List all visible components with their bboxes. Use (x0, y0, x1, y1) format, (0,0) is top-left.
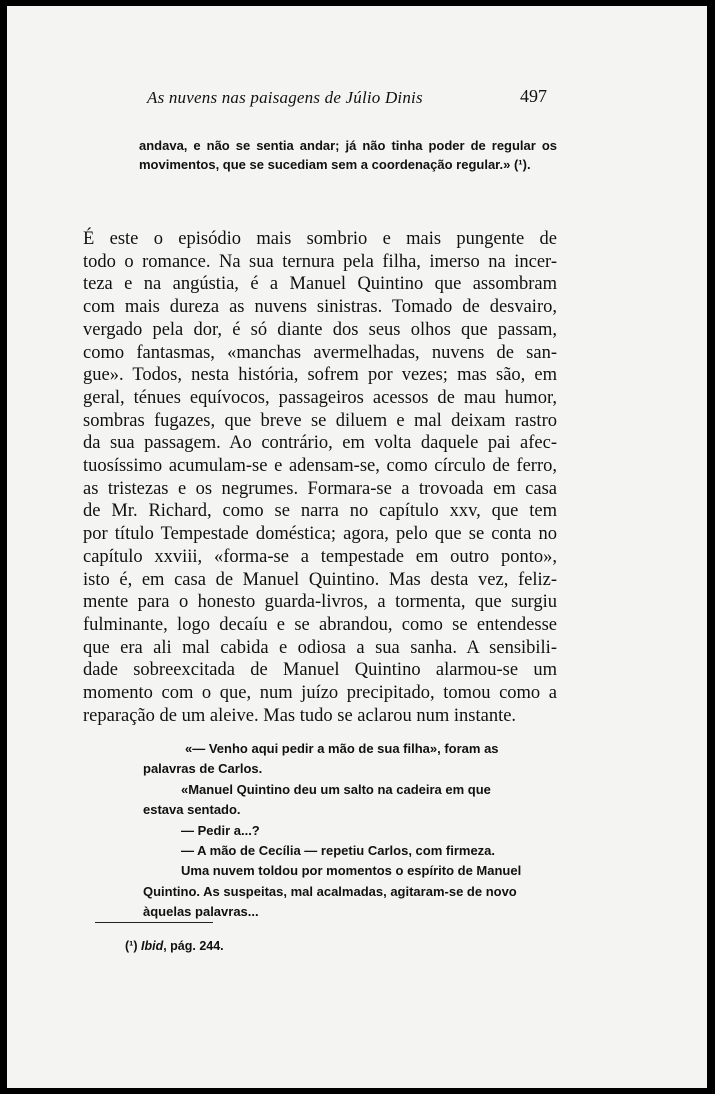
body-line: fulminante, logo decaíu e se abrandou, como se entendesse (83, 614, 557, 635)
quotation-bottom (143, 739, 563, 923)
page-number: 497 (520, 86, 547, 106)
body-line: vergado pela dor, é só diante dos seus olhos que passam, (83, 319, 557, 340)
footnote-marker: (¹) (125, 939, 138, 953)
body-line: de Mr. Richard, como se narra no capítulo xxv, que tem (83, 501, 557, 522)
running-title: As nuvens nas paisagens de Júlio Dinis (147, 88, 423, 107)
quote-line: — Pedir a...? (181, 822, 260, 838)
quote-line: àquelas palavras... (143, 904, 259, 920)
body-line: dade sobreexcitada de Manuel Quintino alarmou-se um (83, 660, 557, 681)
body-line: geral, ténues equívocos, passageiros acessos de mau humor, (83, 387, 557, 408)
quote-line: — A mão de Cecília — repetiu Carlos, com firmeza. (181, 843, 496, 859)
body-line: reparação de um aleive. Mas tudo se aclarou num instante. (83, 705, 517, 726)
body-line: isto é, em casa de Manuel Quintino. Mas desta vez, feliz- (83, 569, 557, 590)
book-page (7, 6, 707, 1088)
body-line: mente para o honesto guarda-livros, a tormenta, que surgiu (83, 592, 557, 613)
footnote (125, 939, 224, 953)
body-line: por título Tempestade doméstica; agora, pelo que se conta no (83, 524, 557, 545)
body-line: teza e na angústia, é a Manuel Quintino que assombram (83, 274, 557, 295)
page-header (7, 86, 707, 112)
quotation-top: andava, e não se sentia andar; já não tinha poder de regular os movimentos, que se sucediam sem a coordenação regular.» (¹). (139, 138, 557, 172)
body-line: com mais dureza as nuvens sinistras. Tomado de desvairo, (83, 297, 557, 318)
body-line: sombras fugazes, que breve se diluem e mal deixam rastro (83, 410, 557, 431)
body-line: que era ali mal cabida e odiosa a sua sanha. A sensibili- (83, 637, 557, 658)
quote-line: Uma nuvem toldou por momentos o espírito de Manuel (181, 863, 522, 879)
quote-line: estava sentado. (143, 802, 241, 818)
body-line: capítulo xxviii, «forma-se a tempestade em outro ponto», (83, 546, 557, 567)
body-line: tuosíssimo acumulam-se e adensam-se, como círculo de ferro, (83, 456, 557, 477)
footnote-work: Ibid (140, 939, 164, 953)
body-paragraph (83, 228, 557, 727)
body-line: como fantasmas, «manchas avermelhadas, nuvens de san- (83, 342, 557, 363)
quote-line: Quintino. As suspeitas, mal acalmadas, agitaram-se de novo (143, 883, 517, 899)
quote-line: «Manuel Quintino deu um salto na cadeira em que (181, 781, 491, 797)
footnote-divider (95, 922, 213, 923)
body-line: É este o episódio mais sombrio e mais pungente de (83, 229, 557, 249)
quote-line: palavras de Carlos. (143, 761, 263, 777)
body-line: da sua passagem. Ao contrário, em volta daquele pai afec- (83, 433, 557, 454)
footnote-page-ref: , pág. 244. (163, 939, 224, 953)
body-line: gue». Todos, nesta história, sofrem por vezes; mas são, em (83, 365, 557, 386)
body-line: as tristezas e os negrumes. Formara-se a trovoada em casa (83, 478, 557, 499)
quote-line: «— Venho aqui pedir a mão de sua filha», foram as (185, 741, 499, 756)
body-line: momento com o que, num juízo precipitado, tomou como a (83, 683, 557, 704)
body-line: todo o romance. Na sua ternura pela filha, imerso na incer- (83, 251, 557, 272)
